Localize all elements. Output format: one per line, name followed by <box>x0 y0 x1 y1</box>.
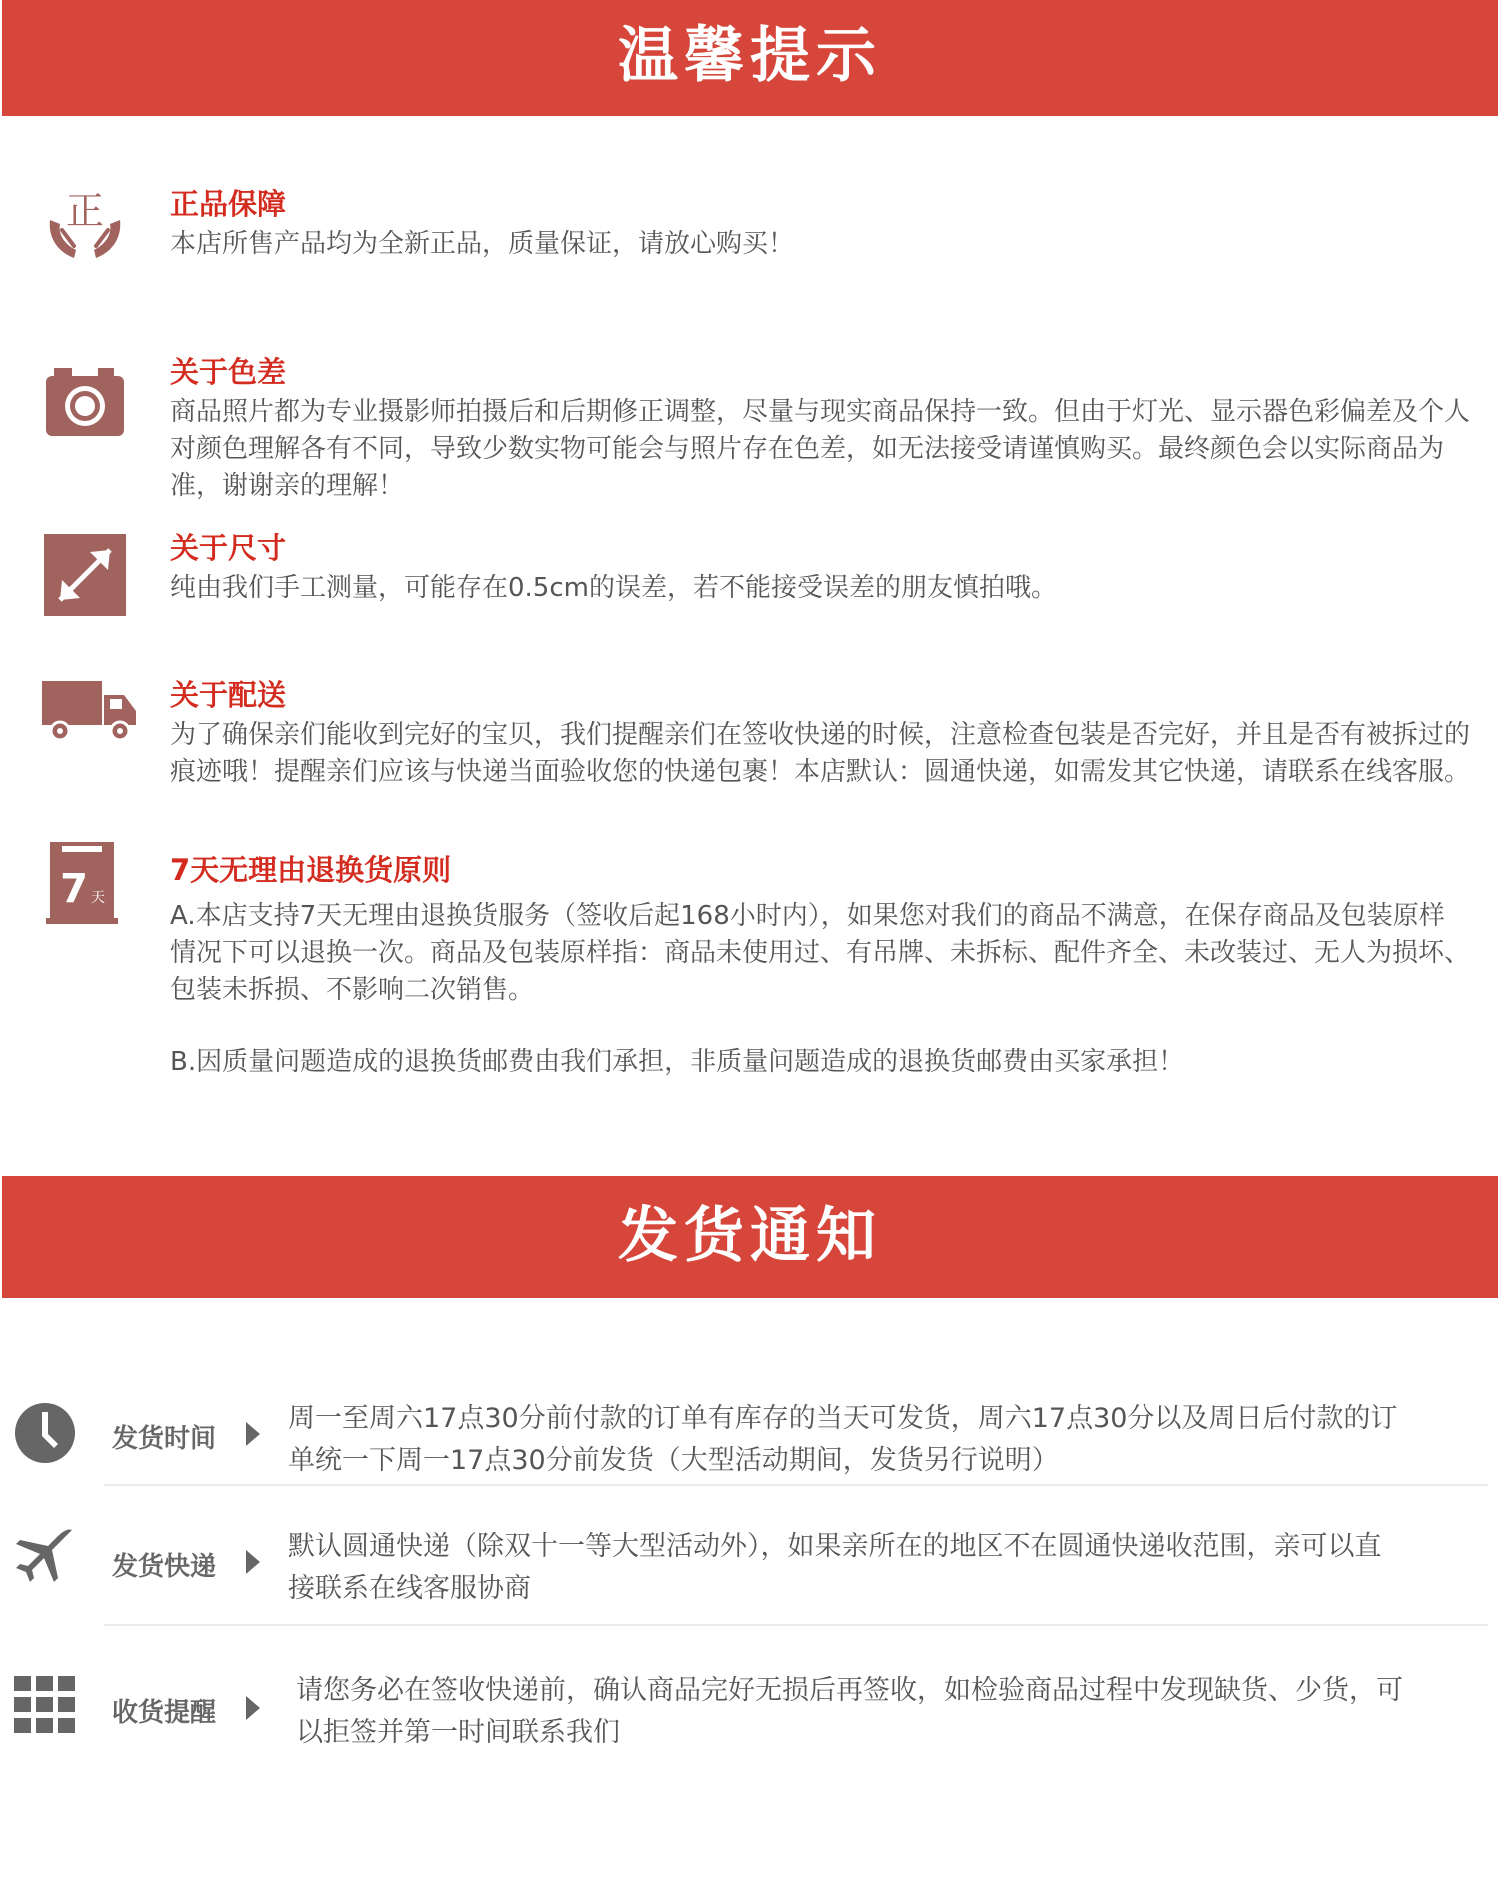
tip-title: 正品保障 <box>170 187 287 221</box>
divider <box>104 1624 1488 1626</box>
shipping-label: 收货提醒 <box>112 1698 217 1728</box>
airplane-icon <box>12 1526 78 1592</box>
shipping-label: 发货时间 <box>112 1424 217 1454</box>
shipping-label: 发货快递 <box>112 1552 217 1582</box>
shipping-text: 周一至周六17点30分前付款的订单有库存的当天可发货，周六17点30分以及周日后付款的订单统一下周一17点30分前发货（大型活动期间，发货另行说明） <box>288 1403 1398 1476</box>
banner-tips: 温馨提示 <box>2 0 1498 116</box>
chevron-right-icon <box>246 1550 260 1574</box>
seven-day-icon-unit: 天 <box>91 890 105 906</box>
tip-body <box>170 226 1470 263</box>
tip-paragraph: 本店所售产品均为全新正品，质量保证，请放心购买！ <box>170 229 795 259</box>
tip-paragraph: B.因质量问题造成的退换货邮费由我们承担，非质量问题造成的退换货邮费由买家承担！ <box>170 1047 1185 1077</box>
chevron-right-icon <box>246 1696 260 1720</box>
seven-day-icon-number: 7 <box>60 866 88 912</box>
chevron-right-icon <box>246 1422 260 1446</box>
tip-body <box>170 717 1470 791</box>
tip-paragraph: 为了确保亲们能收到完好的宝贝，我们提醒亲们在签收快递的时候，注意检查包装是否完好，并且是否有被拆过的痕迹哦！提醒亲们应该与快递当面验收您的快递包裹！本店默认：圆通快递，如需发其它快递，请联系在线客服。 <box>170 720 1471 787</box>
tip-body <box>170 394 1470 505</box>
tip-title: 7天无理由退换货原则 <box>170 853 452 887</box>
tip-title: 关于尺寸 <box>170 531 287 565</box>
tip-title: 关于色差 <box>170 355 287 389</box>
tip-paragraph: 纯由我们手工测量，可能存在0.5cm的误差，若不能接受误差的朋友慎拍哦。 <box>170 573 1057 603</box>
banner-shipping: 发货通知 <box>2 1176 1498 1298</box>
camera-icon <box>40 358 130 448</box>
tip-body <box>170 898 1470 1081</box>
genuine-hands-icon <box>40 180 130 270</box>
tip-paragraph: A.本店支持7天无理由退换货服务（签收后起168小时内），如果您对我们的商品不满意，在保存商品及包装原样情况下可以退换一次。商品及包装原样指：商品未使用过、有吊牌、未拆标、配件齐全、未改装过、无人为损坏、包装未拆损、不影响二次销售。 <box>170 901 1471 1005</box>
tip-title: 关于配送 <box>170 678 287 712</box>
resize-arrow-icon <box>40 530 130 620</box>
shipping-text: 请您务必在签收快递前，确认商品完好无损后再签收，如检验商品过程中发现缺货、少货，可以拒签并第一时间联系我们 <box>296 1675 1403 1748</box>
genuine-icon-char: 正 <box>65 189 105 233</box>
tip-body <box>170 570 1470 607</box>
shipping-text: 默认圆通快递（除双十一等大型活动外），如果亲所在的地区不在圆通快递收范围，亲可以直接联系在线客服协商 <box>288 1531 1382 1604</box>
divider <box>104 1484 1488 1486</box>
truck-icon <box>40 669 140 759</box>
grid-icon <box>12 1672 78 1738</box>
clock-icon <box>12 1400 78 1466</box>
seven-day-calendar-icon <box>40 838 130 928</box>
tip-paragraph: 商品照片都为专业摄影师拍摄后和后期修正调整，尽量与现实商品保持一致。但由于灯光、显示器色彩偏差及个人对颜色理解各有不同，导致少数实物可能会与照片存在色差，如无法接受请谨慎购买。最终颜色会以实际商品为准，谢谢亲的理解！ <box>170 397 1471 501</box>
